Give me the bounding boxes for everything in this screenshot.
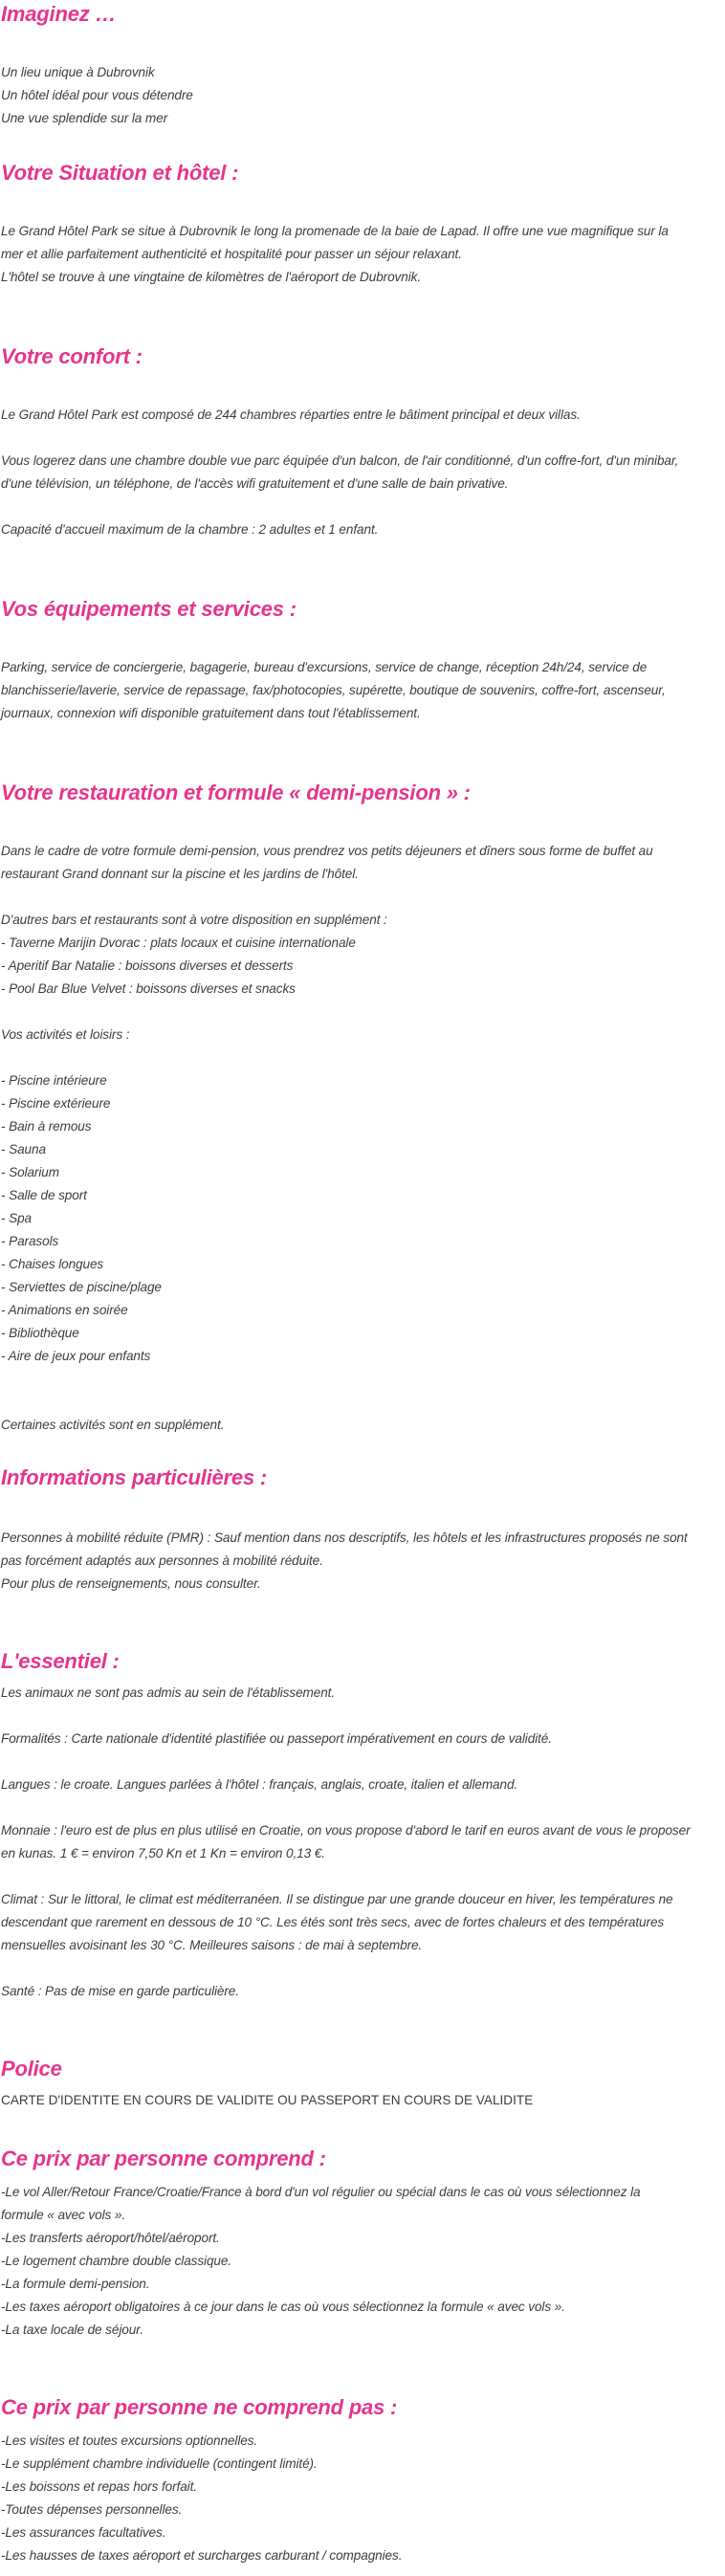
text-line: Personnes à mobilité réduite (PMR) : Sauf mention dans nos descriptifs, les hôtels et les infrastructures proposés ne sont [1,1530,688,1545]
text-line: Santé : Pas de mise en garde particulière. [1,1984,239,1998]
list-item: -Les boissons et repas hors forfait. [1,2479,197,2494]
heading-essentiel: L'essentiel : [1,1649,120,1673]
text-line: Monnaie : l'euro est de plus en plus utilisé en Croatie, on vous propose d'abord le tarif en euros avant de vous le proposer [1,1823,691,1838]
text-line: CARTE D'IDENTITE EN COURS DE VALIDITE OU PASSEPORT EN COURS DE VALIDITE [1,2093,534,2107]
text-line: Un lieu unique à Dubrovnik [1,65,155,79]
heading-confort: Votre confort : [1,344,143,368]
heading-ne-comprend: Ce prix par personne ne comprend pas : [1,2395,398,2419]
text-line: d'une télévision, un téléphone, de l'accès wifi gratuitement et d'une salle de bain privative. [1,476,509,491]
text-line: Capacité d'accueil maximum de la chambre : 2 adultes et 1 enfant. [1,522,379,537]
list-item: formule « avec vols ». [1,2208,126,2222]
list-item: - Aire de jeux pour enfants [1,1349,151,1363]
text-line: pas forcément adaptés aux personnes à mobilité réduite. [1,1553,323,1568]
text-line: Vos activités et loisirs : [1,1027,130,1042]
text-line: Parking, service de conciergerie, bagagerie, bureau d'excursions, service de change, réception 24h/24, service de [1,660,648,674]
list-item: - Salle de sport [1,1188,87,1202]
list-item: -Les hausses de taxes aéroport et surcharges carburant / compagnies. [1,2548,403,2563]
list-item: - Sauna [1,1142,46,1156]
heading-imaginez: Imaginez … [1,2,117,26]
list-item: -Le logement chambre double classique. [1,2254,232,2268]
list-item: -Toutes dépenses personnelles. [1,2502,183,2517]
text-line: mer et allie parfaitement authenticité et hospitalité pour passer un séjour relaxant. [1,247,462,261]
heading-restauration: Votre restauration et formule « demi-pension » : [1,781,471,804]
text-line: journaux, connexion wifi disponible gratuitement dans tout l'établissement. [1,706,421,720]
heading-police: Police [1,2057,62,2081]
list-item: - Chaises longues [1,1257,104,1271]
text-line: - Pool Bar Blue Velvet : boissons diverses et snacks [1,981,296,996]
list-item: -Les visites et toutes excursions optionnelles. [1,2433,258,2448]
text-line: - Aperitif Bar Natalie : boissons diverses et desserts [1,958,294,973]
list-item: -Les transferts aéroport/hôtel/aéroport. [1,2231,220,2245]
list-item: -Le supplément chambre individuelle (contingent limité). [1,2456,318,2471]
heading-equipements: Vos équipements et services : [1,597,297,621]
list-item: -Les taxes aéroport obligatoires à ce jour dans le cas où vous sélectionnez la formule « avec vols ». [1,2300,565,2314]
text-line: Certaines activités sont en supplément. [1,1418,225,1432]
text-line: en kunas. 1 € = environ 7,50 Kn et 1 Kn = environ 0,13 €. [1,1846,325,1860]
list-item: - Parasols [1,1234,59,1248]
text-line: mensuelles avoisinant les 30 °C. Meilleures saisons : de mai à septembre. [1,1938,423,1952]
text-line: Le Grand Hôtel Park se situe à Dubrovnik le long la promenade de la baie de Lapad. Il offre une vue magnifique sur la [1,224,669,238]
text-line: Vous logerez dans une chambre double vue parc équipée d'un balcon, de l'air conditionné, d'un coffre-fort, d'un minibar, [1,453,679,468]
text-line: descendant que rarement en dessous de 10 °C. Les étés sont très secs, avec de fortes chaleurs et des températures [1,1915,665,1929]
list-item: -La taxe locale de séjour. [1,2323,143,2337]
list-item: - Solarium [1,1165,59,1179]
text-line: Dans le cadre de votre formule demi-pension, vous prendrez vos petits déjeuners et dîners sous forme de buffet au [1,844,653,858]
text-line: Climat : Sur le littoral, le climat est méditerranéen. Il se distingue par une grande douceur en hiver, les températures ne [1,1892,673,1906]
list-item: - Spa [1,1211,32,1225]
heading-informations: Informations particulières : [1,1465,268,1489]
list-item: - Serviettes de piscine/plage [1,1280,162,1294]
text-line: L'hôtel se trouve à une vingtaine de kilomètres de l'aéroport de Dubrovnik. [1,270,421,284]
text-line: Pour plus de renseignements, nous consulter. [1,1576,261,1591]
text-line: - Taverne Marijin Dvorac : plats locaux et cuisine internationale [1,936,356,950]
list-item: -La formule demi-pension. [1,2277,150,2291]
text-line: blanchisserie/laverie, service de repassage, fax/photocopies, supérette, boutique de souvenirs, coffre-fort, ascenseur, [1,683,666,697]
heading-situation: Votre Situation et hôtel : [1,161,239,185]
text-line: Une vue splendide sur la mer [1,111,168,125]
list-item: - Bibliothèque [1,1326,79,1340]
text-line: D'autres bars et restaurants sont à votre disposition en supplément : [1,913,387,927]
text-line: Un hôtel idéal pour vous détendre [1,88,193,102]
text-line: Langues : le croate. Langues parlées à l'hôtel : français, anglais, croate, italien et allemand. [1,1777,518,1792]
heading-comprend: Ce prix par personne comprend : [1,2147,326,2170]
text-line: Le Grand Hôtel Park est composé de 244 chambres réparties entre le bâtiment principal et deux villas. [1,407,581,422]
list-item: - Animations en soirée [1,1303,128,1317]
text-line: Les animaux ne sont pas admis au sein de l'établissement. [1,1685,336,1700]
list-item: - Piscine intérieure [1,1073,107,1088]
text-line: Formalités : Carte nationale d'identité plastifiée ou passeport impérativement en cours de validité. [1,1731,552,1746]
list-item: -Les assurances facultatives. [1,2525,166,2540]
list-item: - Bain à remous [1,1119,92,1134]
text-line: restaurant Grand donnant sur la piscine et les jardins de l'hôtel. [1,867,359,881]
list-item: -Le vol Aller/Retour France/Croatie/France à bord d'un vol régulier ou spécial dans le cas où vous sélectionnez la [1,2185,641,2199]
list-item: - Piscine extérieure [1,1096,111,1111]
